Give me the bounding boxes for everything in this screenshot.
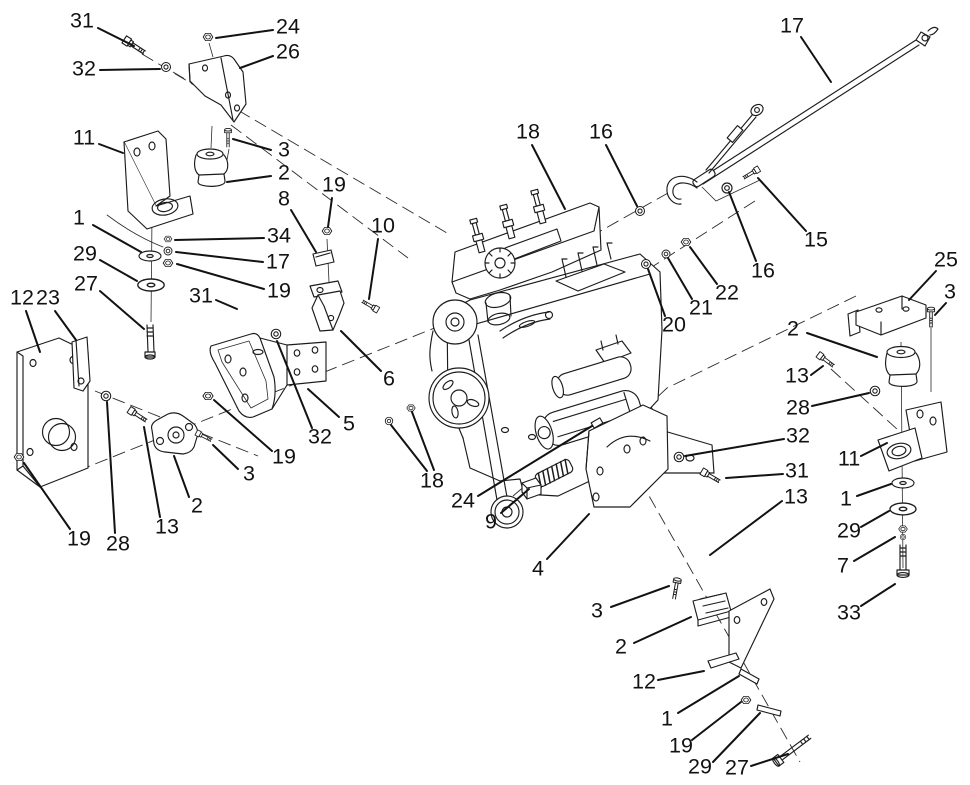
cable-assembly xyxy=(636,27,939,268)
leader-line-29 xyxy=(861,511,889,527)
callout-label-33: 33 xyxy=(837,600,861,625)
callout-label-32: 32 xyxy=(308,424,332,449)
callout-label-13: 13 xyxy=(155,514,179,539)
leader-line-10 xyxy=(369,239,378,299)
leader-line-2 xyxy=(227,176,271,182)
leader-line-12 xyxy=(26,311,40,352)
callout-label-32: 32 xyxy=(72,56,96,81)
callout-label-24: 24 xyxy=(451,488,475,513)
leader-line-1 xyxy=(678,676,739,713)
callout-label-19: 19 xyxy=(267,278,291,303)
callout-label-21: 21 xyxy=(689,295,713,320)
callout-label-12: 12 xyxy=(10,285,34,310)
callout-label-19: 19 xyxy=(669,733,693,758)
callout-label-23: 23 xyxy=(36,285,60,310)
leader-line-1 xyxy=(857,484,891,496)
callout-label-16: 16 xyxy=(751,258,775,283)
callout-label-3: 3 xyxy=(278,137,290,162)
callout-label-2: 2 xyxy=(278,160,290,185)
leader-line-31 xyxy=(726,474,783,478)
callout-label-4: 4 xyxy=(532,556,544,581)
leader-line-26 xyxy=(240,56,273,68)
callout-label-27: 27 xyxy=(74,271,98,296)
leader-line-27 xyxy=(100,291,144,329)
callout-label-32: 32 xyxy=(786,423,810,448)
leader-line-16 xyxy=(606,145,637,206)
callout-label-7: 7 xyxy=(837,553,849,578)
callout-label-13: 13 xyxy=(784,484,808,509)
callout-label-2: 2 xyxy=(787,316,799,341)
callout-label-31: 31 xyxy=(785,458,809,483)
leader-line-17 xyxy=(176,252,263,262)
callout-label-12: 12 xyxy=(632,669,656,694)
callout-label-10: 10 xyxy=(371,213,395,238)
callout-label-18: 18 xyxy=(516,119,540,144)
callout-label-8: 8 xyxy=(278,186,290,211)
leader-line-23 xyxy=(55,311,76,340)
leader-line-34 xyxy=(175,238,264,240)
callout-label-19: 19 xyxy=(322,172,346,197)
callout-label-31: 31 xyxy=(189,283,213,308)
callout-label-29: 29 xyxy=(73,241,97,266)
callout-label-17: 17 xyxy=(266,249,290,274)
leader-line-29 xyxy=(100,260,137,281)
leader-line-3 xyxy=(611,586,669,607)
leader-line-19 xyxy=(328,198,332,227)
leader-line-6 xyxy=(341,331,381,371)
callout-label-5: 5 xyxy=(343,411,355,436)
leader-line-25 xyxy=(909,271,936,300)
leader-line-28 xyxy=(812,393,869,406)
leader-line-17 xyxy=(801,37,831,82)
spacer-block xyxy=(693,593,731,626)
callout-label-3: 3 xyxy=(944,279,956,304)
callout-label-18: 18 xyxy=(420,468,444,493)
callout-label-16: 16 xyxy=(589,119,613,144)
leader-line-4 xyxy=(547,514,589,559)
center-bracket-assembly xyxy=(210,227,415,424)
leader-line-15 xyxy=(758,178,806,231)
callout-label-1: 1 xyxy=(661,706,673,731)
callout-label-13: 13 xyxy=(785,363,809,388)
callout-label-26: 26 xyxy=(276,39,300,64)
leader-line-21 xyxy=(668,258,692,299)
leader-line-31 xyxy=(216,300,237,309)
callout-label-15: 15 xyxy=(804,227,828,252)
callout-label-3: 3 xyxy=(243,461,255,486)
callout-label-25: 25 xyxy=(934,247,958,272)
leader-line-5 xyxy=(308,389,339,417)
callout-label-19: 19 xyxy=(272,444,296,469)
front-left-mount-assembly xyxy=(107,33,246,359)
callout-label-2: 2 xyxy=(191,493,203,518)
callout-label-31: 31 xyxy=(70,8,94,33)
leader-line-29 xyxy=(713,713,760,762)
callout-label-29: 29 xyxy=(837,518,861,543)
right-mount-assembly xyxy=(816,296,947,577)
leader-line-19 xyxy=(692,702,741,740)
leader-line-24 xyxy=(216,30,273,38)
leader-line-33 xyxy=(861,584,895,606)
callout-label-22: 22 xyxy=(715,280,739,305)
callout-label-24: 24 xyxy=(276,14,300,39)
leader-line-22 xyxy=(690,247,717,284)
callout-label-28: 28 xyxy=(786,395,810,420)
callout-label-6: 6 xyxy=(383,366,395,391)
leader-line-13 xyxy=(710,501,782,555)
callout-label-1: 1 xyxy=(840,486,852,511)
callout-label-28: 28 xyxy=(106,531,130,556)
leader-line-12 xyxy=(658,671,704,680)
leader-line-2 xyxy=(807,333,877,357)
leader-line-18 xyxy=(391,425,427,471)
callout-label-19: 19 xyxy=(67,526,91,551)
leader-line-32 xyxy=(100,69,160,70)
leader-line-2 xyxy=(174,456,189,497)
leader-line-11 xyxy=(99,144,123,153)
leader-line-8 xyxy=(291,210,316,252)
callout-label-34: 34 xyxy=(267,223,291,248)
leader-line-13 xyxy=(811,366,823,375)
leader-line-28 xyxy=(107,402,115,533)
callout-label-27: 27 xyxy=(725,755,749,780)
callout-label-17: 17 xyxy=(780,13,804,38)
leader-line-18 xyxy=(412,412,434,470)
left-plate-assembly xyxy=(14,337,213,487)
callout-label-29: 29 xyxy=(688,754,712,779)
leader-line-3 xyxy=(935,303,946,315)
callout-label-3: 3 xyxy=(591,598,603,623)
leader-line-1 xyxy=(93,225,141,252)
leader-line-3 xyxy=(213,445,238,469)
callout-label-2: 2 xyxy=(615,634,627,659)
callout-label-20: 20 xyxy=(662,312,686,337)
leader-line-2 xyxy=(634,617,691,643)
callout-label-9: 9 xyxy=(485,509,497,534)
callout-label-1: 1 xyxy=(73,205,85,230)
callout-label-11: 11 xyxy=(837,446,861,471)
callout-label-11: 11 xyxy=(72,125,96,150)
